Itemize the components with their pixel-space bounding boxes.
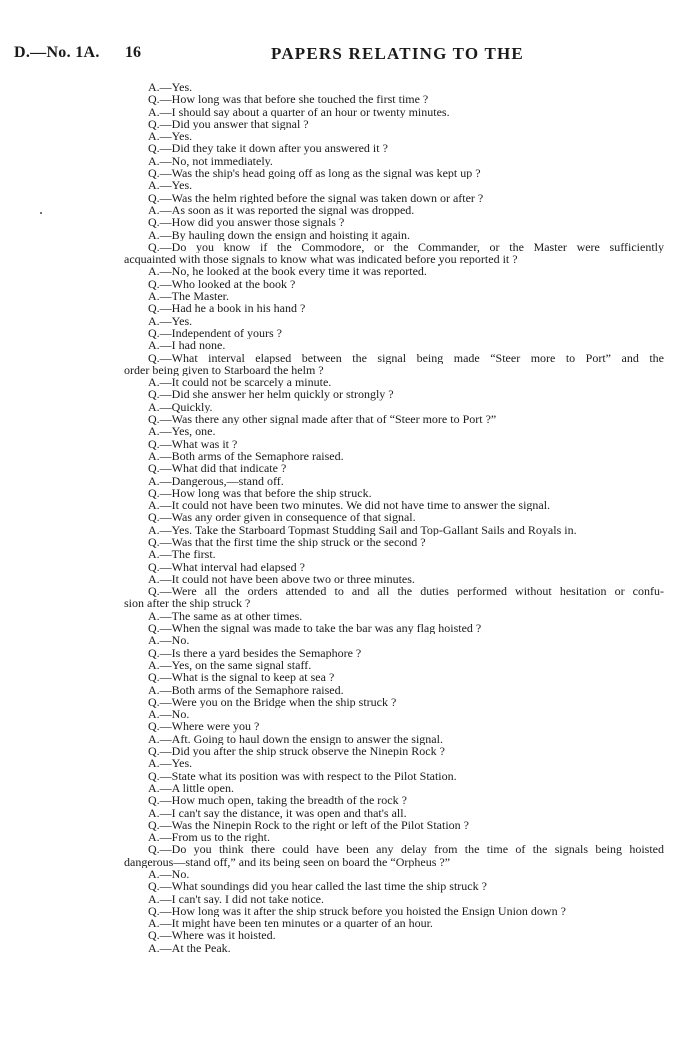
transcript-line: A.—A little open. bbox=[148, 781, 234, 795]
transcript-line: sion after the ship struck ? bbox=[124, 597, 251, 610]
transcript-line: A.—Yes. bbox=[148, 757, 193, 770]
transcript-line: Q.—Was the helm righted before the signal was taken down or after ? bbox=[148, 191, 484, 204]
transcript-line: A.—I should say about a quarter of an hour or twenty minutes. bbox=[148, 105, 450, 118]
transcript-line: Q.—Do you think there could have been any delay from the time of the signals being hoisted bbox=[148, 843, 664, 856]
transcript-line: A.—Yes, one. bbox=[148, 425, 216, 438]
transcript-line: A.—No. bbox=[148, 868, 190, 881]
transcript-line: A.—I can't say the distance, it was open and that's all. bbox=[148, 806, 407, 819]
transcript-line: A.—I had none. bbox=[148, 339, 226, 352]
transcript-line: A.—No, not immediately. bbox=[148, 154, 273, 168]
transcript-line: A.—Both arms of the Semaphore raised. bbox=[148, 449, 344, 463]
transcript-line: Q.—How much open, taking the breadth of the rock ? bbox=[148, 794, 407, 807]
page-header bbox=[0, 44, 700, 66]
transcript-line: A.—The same as at other times. bbox=[148, 609, 303, 623]
testimony-text bbox=[122, 81, 664, 954]
transcript-line: A.—Yes. bbox=[148, 314, 193, 327]
transcript-line: Q.—Were all the orders attended to and all the duties performed without hesitation or confu- bbox=[148, 585, 664, 598]
transcript-line: A.—By hauling down the ensign and hoisting it again. bbox=[148, 228, 410, 241]
transcript-line: Q.—How long was it after the ship struck before you hoisted the Ensign Union down ? bbox=[148, 904, 566, 918]
transcript-line: Q.—Were you on the Bridge when the ship struck ? bbox=[148, 695, 397, 709]
transcript-line: Q.—When the signal was made to take the bar was any flag hoisted ? bbox=[148, 622, 482, 635]
transcript-line: A.—From us to the right. bbox=[148, 831, 270, 844]
transcript-line: A.—Aft. Going to haul down the ensign to answer the signal. bbox=[148, 732, 443, 746]
transcript-line: Q.—Was the Ninepin Rock to the right or left of the Pilot Station ? bbox=[148, 818, 469, 832]
transcript-line: A.—Yes. bbox=[148, 81, 193, 94]
page-number: 16 bbox=[125, 44, 141, 61]
running-title: PAPERS RELATING TO THE bbox=[271, 44, 524, 63]
transcript-line: A.—Yes. bbox=[148, 130, 193, 143]
transcript-line: Q.—Was that the first time the ship struck or the second ? bbox=[148, 535, 426, 549]
transcript-line: Q.—Was the ship's head going off as long as the signal was kept up ? bbox=[148, 167, 481, 180]
transcript-line: Q.—Do you know if the Commodore, or the Commander, or the Master were sufficiently bbox=[148, 240, 664, 254]
transcript-line: A.—It might have been ten minutes or a quarter of an hour. bbox=[148, 917, 433, 930]
transcript-line: Q.—Did you answer that signal ? bbox=[148, 117, 309, 131]
transcript-line: A.—I can't say. I did not take notice. bbox=[148, 892, 324, 905]
transcript-line: Q.—How long was that before the ship struck. bbox=[148, 486, 372, 500]
transcript-line: Q.—What was it ? bbox=[148, 437, 238, 450]
print-speck bbox=[40, 212, 42, 214]
transcript-line: A.—No. bbox=[148, 634, 190, 647]
transcript-line: Q.—Did she answer her helm quickly or strongly ? bbox=[148, 388, 394, 401]
transcript-line: A.—As soon as it was reported the signal was dropped. bbox=[148, 203, 415, 217]
transcript-line: A.—At the Peak. bbox=[148, 941, 231, 955]
transcript-line: A.—Yes. Take the Starboard Topmast Studding Sail and Top-Gallant Sails and Royals in. bbox=[148, 523, 577, 536]
transcript-line: A.—It could not be scarcely a minute. bbox=[148, 376, 332, 389]
transcript-line: A.—The first. bbox=[148, 548, 216, 561]
transcript-line: Q.—What interval had elapsed ? bbox=[148, 560, 305, 573]
transcript-line: order being given to Starboard the helm ? bbox=[124, 363, 324, 377]
transcript-line: Q.—What interval elapsed between the signal being made “Steer more to Port” and the bbox=[148, 351, 664, 364]
transcript-line: A.—No, he looked at the book every time it was reported. bbox=[148, 265, 427, 278]
transcript-line: dangerous—stand off,” and its being seen on board the “Orpheus ?” bbox=[124, 855, 451, 868]
transcript-line: Q.—How did you answer those signals ? bbox=[148, 216, 345, 229]
transcript-line: Q.—Had he a book in his hand ? bbox=[148, 302, 306, 315]
transcript-line: Q.—Where were you ? bbox=[148, 720, 260, 733]
transcript-line: Q.—What is the signal to keep at sea ? bbox=[148, 671, 335, 684]
transcript-line: A.—It could not have been above two or three minutes. bbox=[148, 572, 415, 586]
transcript-line: Q.—Where was it hoisted. bbox=[148, 929, 276, 942]
transcript-line: A.—Dangerous,—stand off. bbox=[148, 474, 284, 487]
transcript-line: Q.—What did that indicate ? bbox=[148, 462, 287, 475]
transcript-line: Q.—Did you after the ship struck observe the Ninepin Rock ? bbox=[148, 745, 445, 758]
transcript-line: Q.—Was any order given in consequence of that signal. bbox=[148, 511, 416, 524]
transcript-line: Q.—How long was that before she touched the first time ? bbox=[148, 93, 429, 106]
transcript-line: A.—Quickly. bbox=[148, 400, 213, 414]
transcript-line: A.—It could not have been two minutes. We did not have time to answer the signal. bbox=[148, 499, 551, 512]
transcript-line: Q.—Was there any other signal made after that of “Steer more to Port ?” bbox=[148, 413, 497, 426]
transcript-line: A.—The Master. bbox=[148, 290, 229, 303]
transcript-line: A.—Yes. bbox=[148, 179, 193, 192]
transcript-line: Q.—What soundings did you hear called the last time the ship struck ? bbox=[148, 880, 487, 893]
transcript-line: A.—Yes, on the same signal staff. bbox=[148, 658, 312, 672]
transcript-line: Q.—Did they take it down after you answered it ? bbox=[148, 142, 388, 155]
document-reference: D.—No. 1A. bbox=[14, 44, 100, 61]
transcript-line: A.—Both arms of the Semaphore raised. bbox=[148, 683, 344, 696]
transcript-line: Q.—Who looked at the book ? bbox=[148, 277, 296, 291]
transcript-line: A.—No. bbox=[148, 708, 190, 721]
transcript-line: Q.—State what its position was with respect to the Pilot Station. bbox=[148, 769, 457, 782]
transcript-line: Q.—Independent of yours ? bbox=[148, 326, 282, 340]
transcript-line: acquainted with those signals to know what was indicated before you reported it ? bbox=[124, 253, 518, 266]
transcript-line: Q.—Is there a yard besides the Semaphore ? bbox=[148, 646, 362, 659]
